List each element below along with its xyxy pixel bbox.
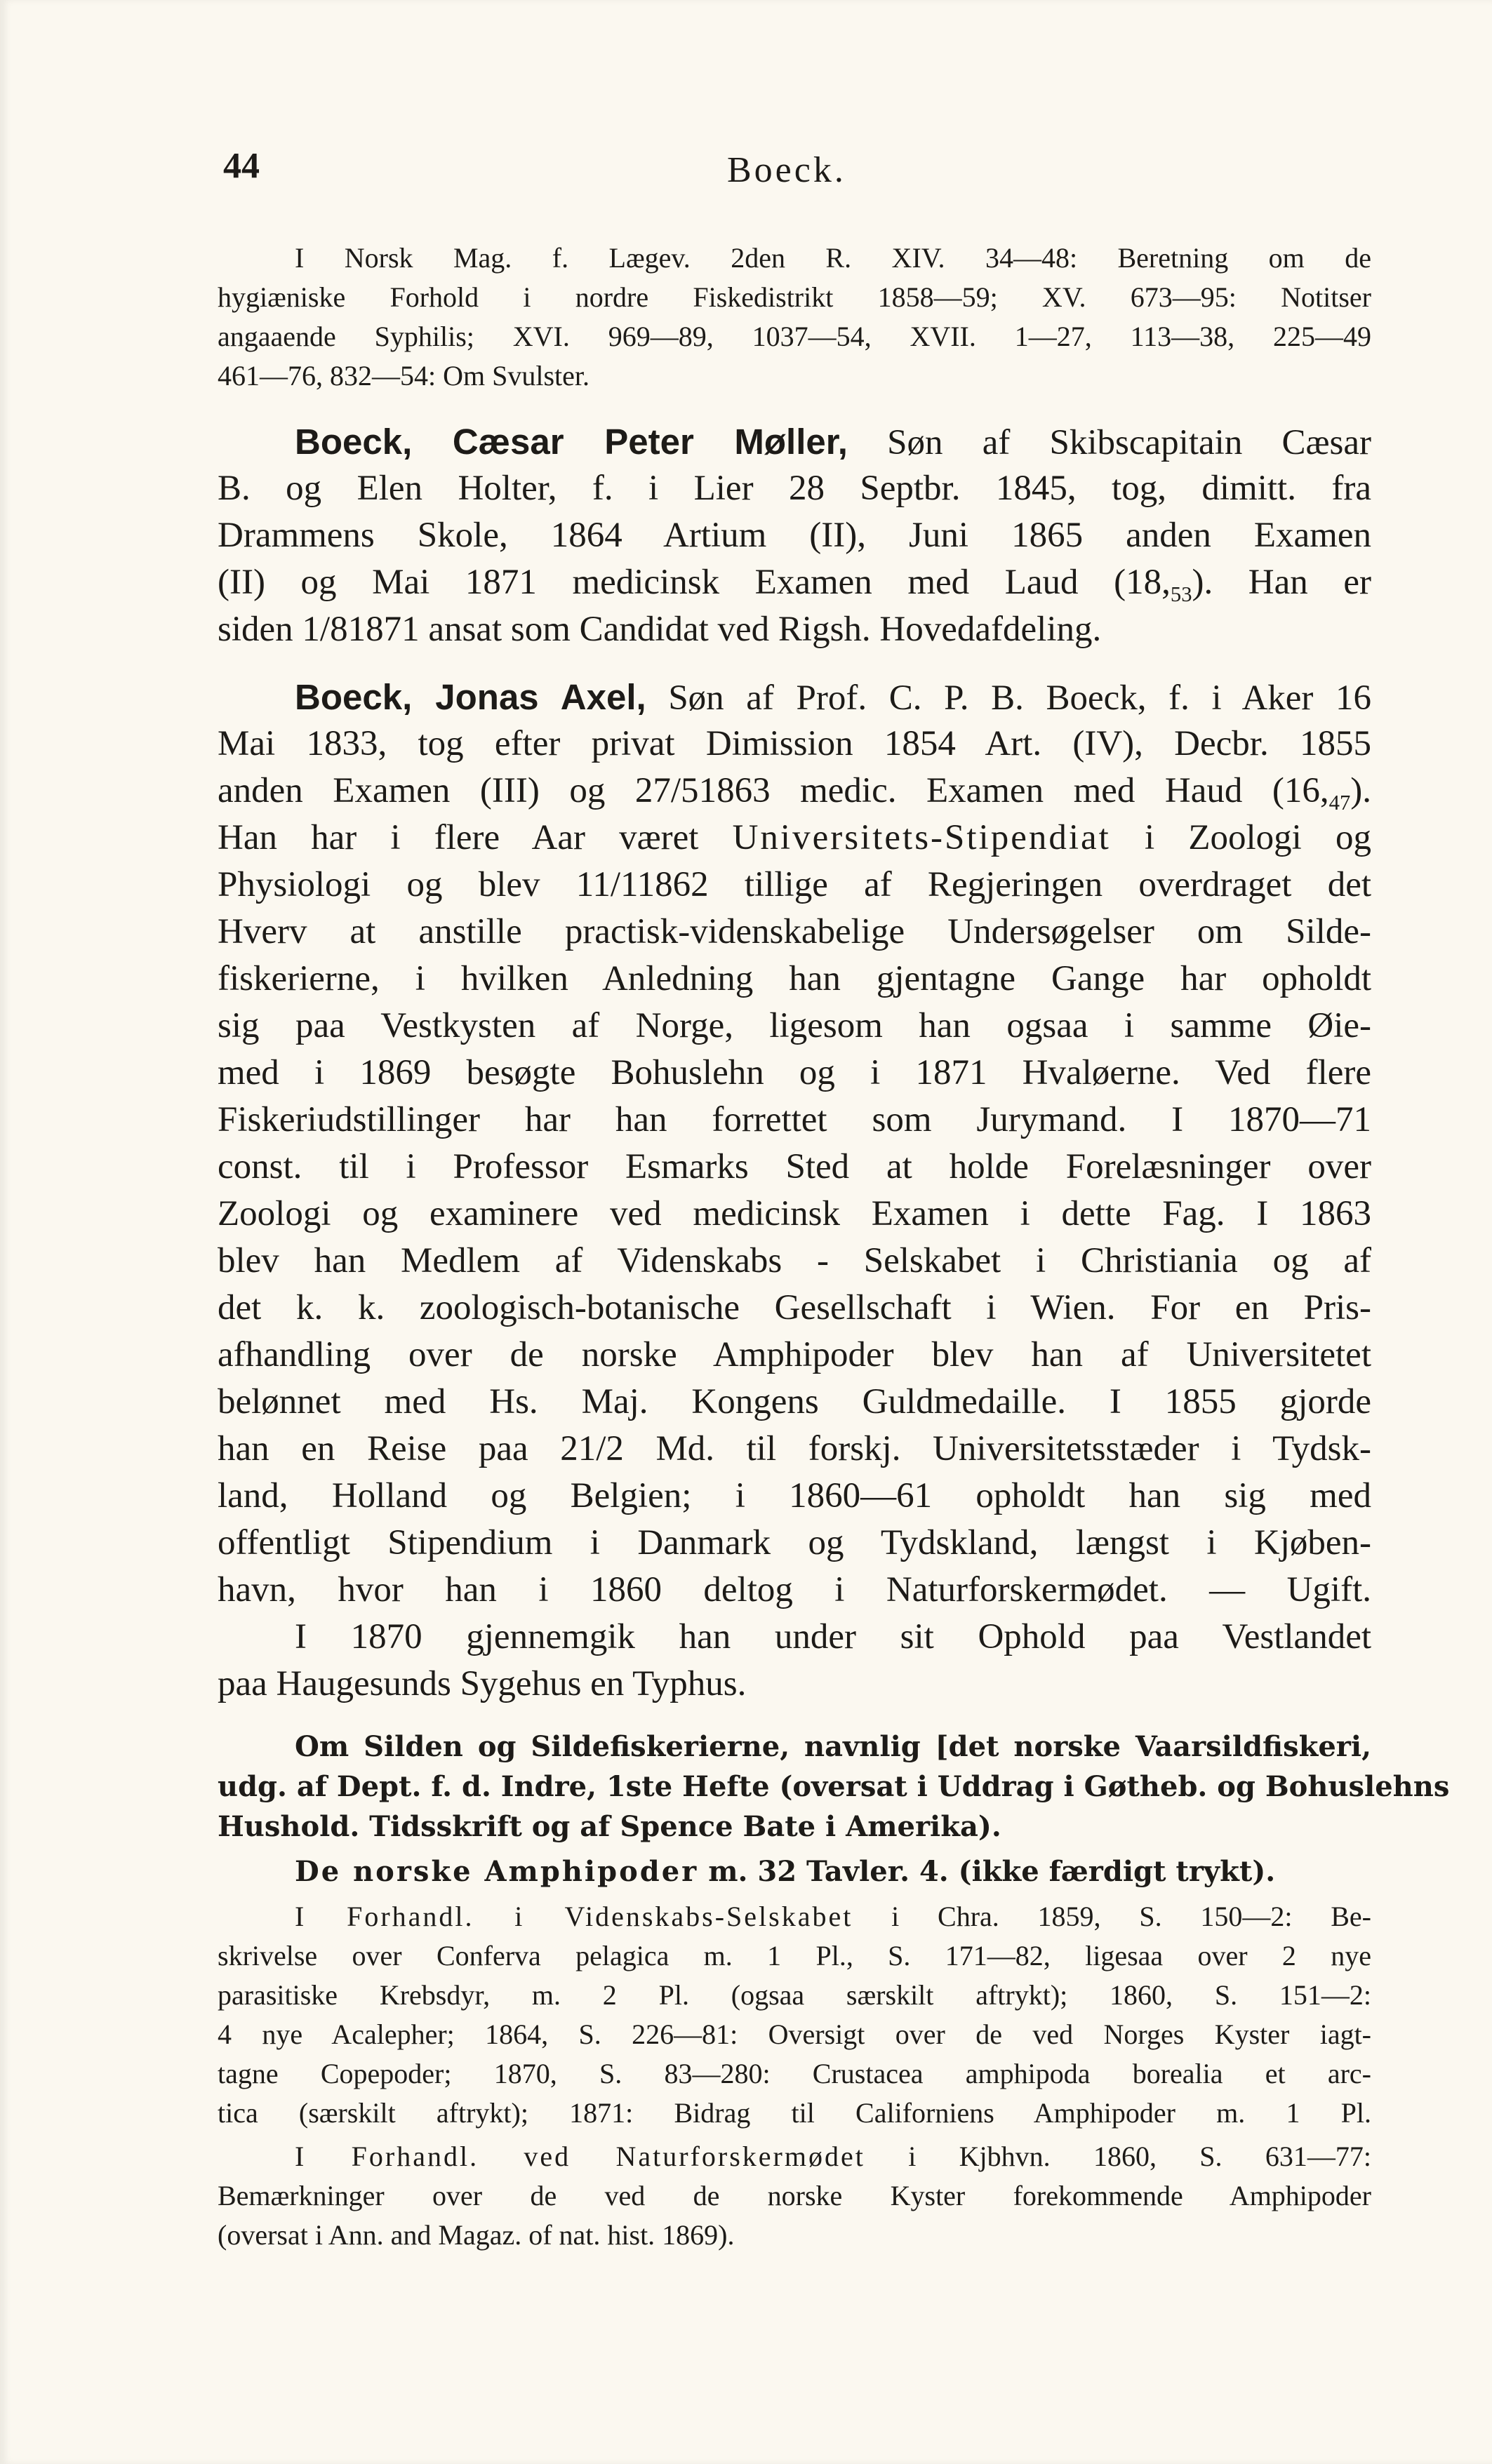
bibliography-line: skrivelse over Conferva pelagica m. 1 Pl., S. 171—82, ligesaa over 2 nye — [218, 1940, 1371, 1971]
entry-line — [218, 606, 1371, 653]
bibliography-line: parasitiske Krebsdyr, m. 2 Pl. (ogsaa særskilt aftrykt); 1860, S. 151—2: — [218, 1979, 1371, 2011]
text-run: siden — [218, 610, 302, 649]
bibliography-line: tica (særskilt aftrykt); 1871: Bidrag til Californiens Amphipoder m. 1 Pl. — [218, 2097, 1371, 2129]
bibliography-line: hygiæniske Forhold i nordre Fiskedistrikt 1858—59; XV. 673—95: Notitser — [218, 281, 1371, 313]
spaced-text: Universitets-Stipendiat — [732, 818, 1111, 857]
entry-line — [218, 1426, 1371, 1473]
text-run: m. 32 Tavler. 4. (ikke færdigt trykt). — [698, 1855, 1276, 1888]
entry-line: land, Holland og Belgien; i 1860—61 opholdt han sig med — [218, 1476, 1371, 1515]
entry-line: Fiskeriudstillinger har han forrettet som Jurymand. I 1870—71 — [218, 1100, 1371, 1139]
entry-line: paa Haugesunds Sygehus en Typhus. — [218, 1664, 747, 1703]
entry-line — [218, 559, 1371, 606]
bibliography-line: 461—76, 832—54: Om Svulster. — [218, 360, 590, 391]
entry-line: blev han Medlem af Videnskabs - Selskabet i Christiania og af — [218, 1241, 1371, 1280]
bibliography-line — [295, 1897, 1371, 1936]
text-run: 1862 tillige af Regjeringen overdraget det — [637, 865, 1371, 904]
entry-line: B. og Elen Holter, f. i Lier 28 Septbr. 1845, tog, dimitt. fra — [218, 469, 1371, 508]
entry-line: I 1870 gjennemgik han under sit Ophold paa Vestlandet — [295, 1617, 1371, 1656]
date-fraction: 11/1 — [575, 865, 637, 904]
date-fraction: 27/5 — [634, 771, 699, 810]
spaced-text: I Forhandl. ved Naturforskermødet — [295, 2141, 865, 2172]
bibliography-line: Om Silden og Sildefiskerierne, navnlig [det norske Vaarsildfiskeri, — [295, 1730, 1371, 1763]
text-run: han en Reise paa 2 — [218, 1429, 578, 1468]
text-run: Physiologi og blev — [218, 865, 576, 904]
entry-line: offentligt Stipendium i Danmark og Tydskland, længst i Kjøben- — [218, 1523, 1371, 1562]
text-run: i Zoologi og — [1110, 818, 1371, 857]
entry-line: Mai 1833, tog efter privat Dimission 1854 Art. (IV), Decbr. 1855 — [218, 724, 1371, 763]
entry-text: Søn af Skibscapitain Cæsar — [887, 423, 1372, 462]
entry-name: Boeck, Jonas Axel, — [295, 677, 646, 717]
biography-entry-heading — [295, 418, 1371, 465]
text-run: anden Examen (III) og — [218, 771, 635, 810]
text-run: ). — [1350, 771, 1371, 810]
biography-entry-heading — [295, 674, 1371, 721]
text-run: Md. til forskj. Universitetsstæder i Tydsk- — [623, 1429, 1372, 1468]
entry-line: havn, hvor han i 1860 deltog i Naturforskermødet. — Ugift. — [218, 1570, 1371, 1609]
entry-line — [218, 815, 1371, 862]
spaced-title: De norske Amphipoder — [295, 1855, 699, 1888]
text-run: ). Han er — [1192, 563, 1371, 602]
text-run: i Chra. 1859, S. 150—2: Be- — [853, 1901, 1371, 1932]
date-fraction: 1/8 — [302, 610, 348, 649]
spaced-text: I Forhandl. i Videnskabs-Selskabet — [295, 1901, 853, 1932]
text-run: Han har i flere Aar været — [218, 818, 733, 857]
entry-line: sig paa Vestkysten af Norge, ligesom han ogsaa i samme Øie- — [218, 1006, 1371, 1045]
entry-text: Søn af Prof. C. P. B. Boeck, f. i Aker 16 — [668, 678, 1372, 718]
date-fraction: 1/2 — [578, 1429, 624, 1468]
text-run: i Kjbhvn. 1860, S. 631—77: — [865, 2141, 1372, 2172]
entry-line: med i 1869 besøgte Bohuslehn og i 1871 Hvaløerne. Ved flere — [218, 1053, 1371, 1092]
bibliography-line — [295, 2137, 1371, 2176]
bibliography-line: I Norsk Mag. f. Lægev. 2den R. XIV. 34—48: Beretning om de — [295, 242, 1371, 274]
entry-line: afhandling over de norske Amphipoder blev han af Universitetet — [218, 1335, 1371, 1374]
bibliography-line: (oversat i Ann. and Magaz. of nat. hist. 1869). — [218, 2219, 735, 2251]
entry-line: Hverv at anstille practisk-videnskabelige Undersøgelser om Silde- — [218, 912, 1371, 951]
bibliography-line — [295, 1852, 1371, 1891]
bibliography-line: Bemærkninger over de ved de norske Kyster forekommende Amphipoder — [218, 2180, 1371, 2211]
entry-line: fiskerierne, i hvilken Anledning han gjentagne Gange har opholdt — [218, 959, 1371, 998]
entry-line — [218, 862, 1371, 909]
entry-line: Drammens Skole, 1864 Artium (II), Juni 1865 anden Examen — [218, 516, 1371, 555]
grade-subscript: 47 — [1328, 791, 1351, 815]
bibliography-line: tagne Copepoder; 1870, S. 83—280: Crustacea amphipoda borealia et arc- — [218, 2058, 1371, 2089]
entry-line: belønnet med Hs. Maj. Kongens Guldmedaille. I 1855 gjorde — [218, 1382, 1371, 1421]
entry-line — [218, 768, 1371, 815]
text-run: (II) og Mai 1871 medicinsk Examen med Laud (18, — [218, 563, 1171, 602]
text-run: 1863 medic. Examen med Haud (16, — [698, 771, 1329, 810]
text-run: 1871 ansat som Candidat ved Rigsh. Hovedafdeling. — [347, 610, 1102, 649]
grade-subscript: 53 — [1170, 582, 1192, 607]
entry-line: det k. k. zoologisch-botanische Gesellschaft i Wien. For en Pris- — [218, 1288, 1371, 1327]
bibliography-line: udg. af Dept. f. d. Indre, 1ste Hefte (oversat i Uddrag i Gøtheb. og Bohuslehns — [218, 1770, 1450, 1803]
page-number: 44 — [223, 146, 260, 186]
running-head: Boeck. — [727, 150, 846, 190]
entry-line: const. til i Professor Esmarks Sted at holde Forelæsninger over — [218, 1147, 1371, 1186]
bibliography-line: angaaende Syphilis; XVI. 969—89, 1037—54, XVII. 1—27, 113—38, 225—49 — [218, 321, 1371, 352]
bibliography-line: Hushold. Tidsskrift og af Spence Bate i Amerika). — [218, 1810, 1001, 1843]
entry-line: Zoologi og examinere ved medicinsk Examen i dette Fag. I 1863 — [218, 1194, 1371, 1233]
entry-name: Boeck, Cæsar Peter Møller, — [295, 422, 848, 462]
bibliography-line: 4 nye Acalepher; 1864, S. 226—81: Oversigt over de ved Norges Kyster iagt- — [218, 2018, 1371, 2050]
